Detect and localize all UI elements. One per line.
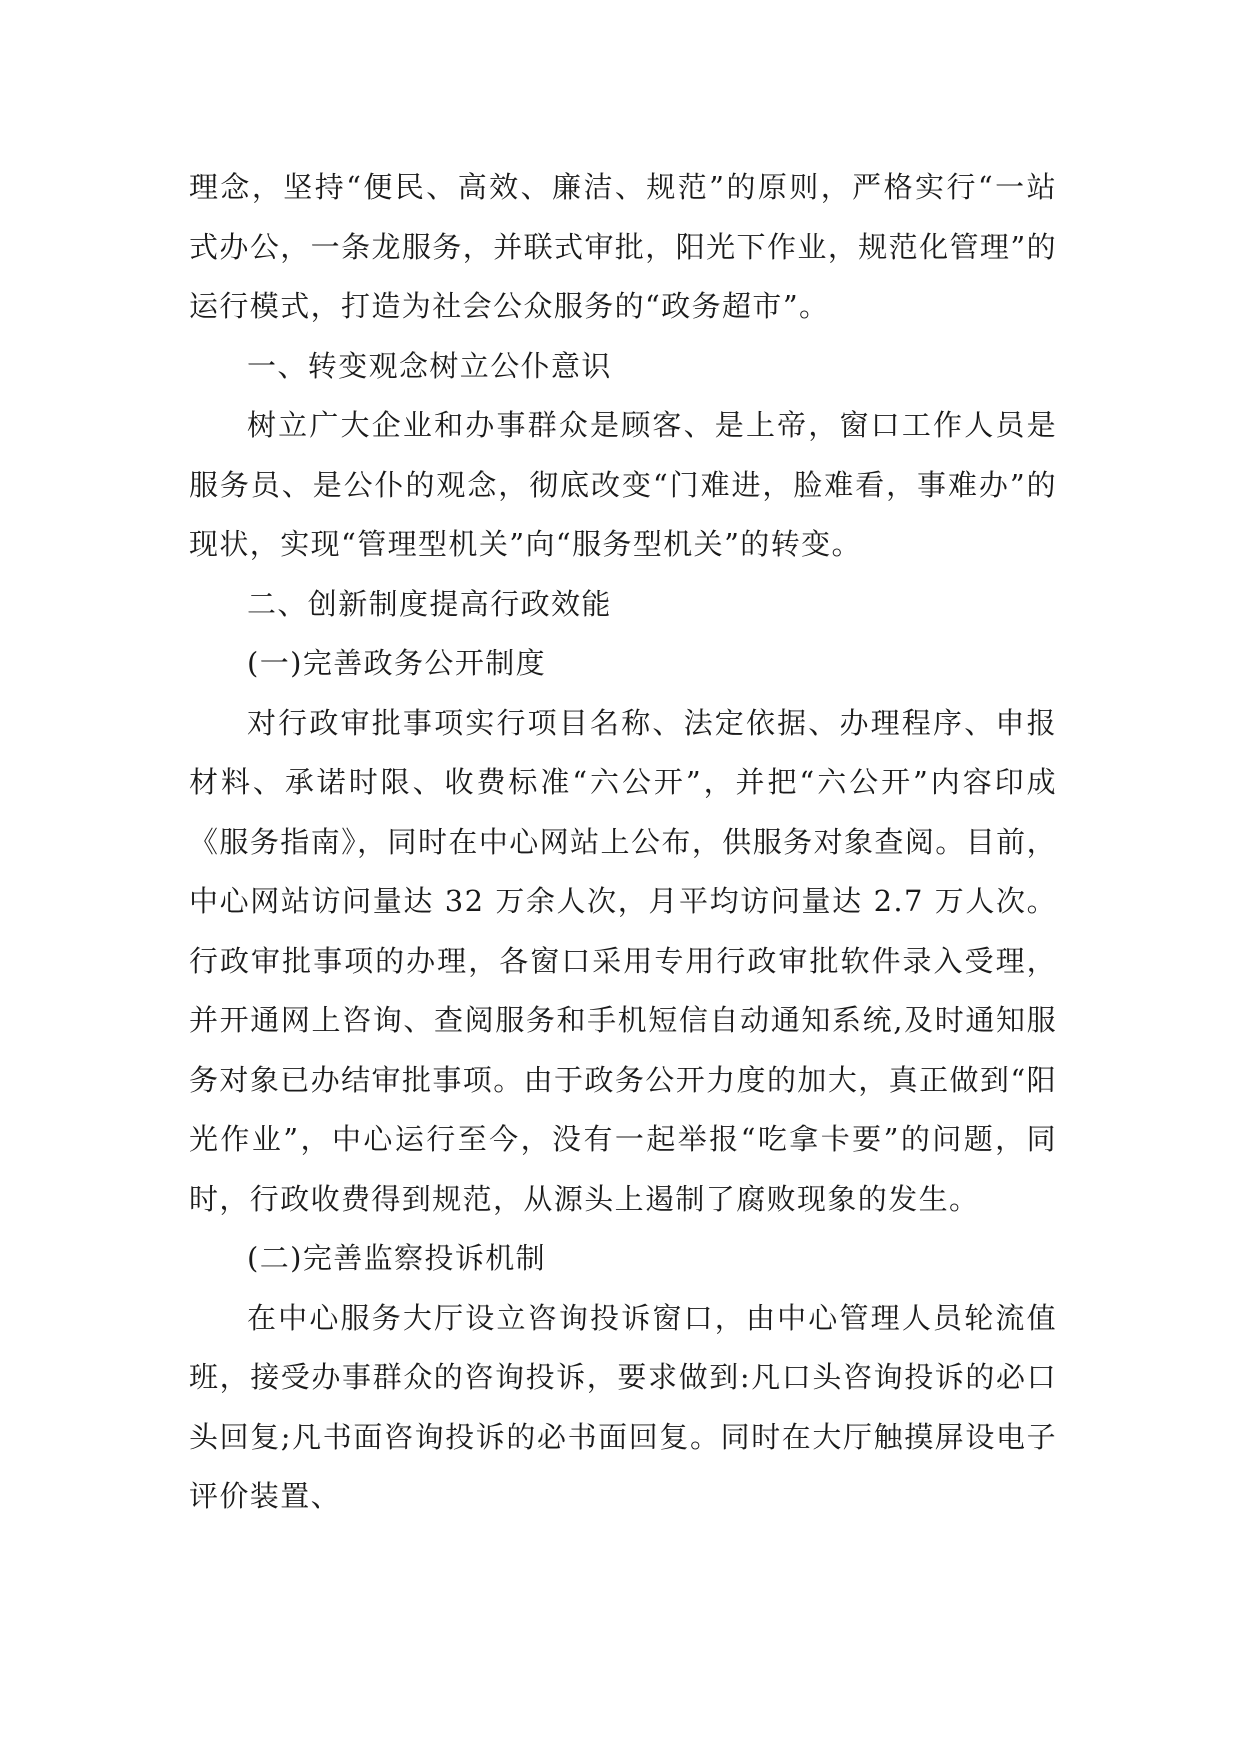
document-body [189,158,1057,1527]
subsection-heading-1: (一)完善政务公开制度 [247,646,547,680]
paragraph: 树立广大企业和办事群众是顾客、是上帝，窗口工作人员是服务员、是公仆的观念，彻底改变“门难进，脸难看，事难办”的现状，实现“管理型机关”向“服务型机关”的转变。 [189,408,1057,561]
paragraph: 对行政审批事项实行项目名称、法定依据、办理程序、申报材料、承诺时限、收费标准“六公开”，并把“六公开”内容印成《服务指南》，同时在中心网站上公布，供服务对象查阅。目前，中心网站访问量达 32 万余人次，月平均访问量达 2.7 万人次。行政审批事项的办理，各窗口采用专用行政审批软件录入受理，并开通网上咨询、查阅服务和手机短信自动通知系统,及时通知服务对象已办结审批事项。由于政务公开力度的加大，真正做到“阳光作业”，中心运行至今，没有一起举报“吃拿卡要”的问题，同时，行政收费得到规范，从源头上遏制了腐败现象的发生。 [189,705,1057,1216]
section-heading-1: 一、转变观念树立公仆意识 [247,348,612,383]
paragraph: 在中心服务大厅设立咨询投诉窗口，由中心管理人员轮流值班，接受办事群众的咨询投诉，要求做到:凡口头咨询投诉的必口头回复;凡书面咨询投诉的必书面回复。同时在大厅触摸屏设电子评价装置、 [189,1300,1057,1513]
section-heading-2: 二、创新制度提高行政效能 [247,586,612,621]
paragraph-continuation: 理念，坚持“便民、高效、廉洁、规范”的原则，严格实行“一站式办公，一条龙服务，并联式审批，阳光下作业，规范化管理”的运行模式，打造为社会公众服务的“政务超市”。 [189,170,1057,323]
subsection-heading-2: (二)完善监察投诉机制 [247,1241,547,1275]
